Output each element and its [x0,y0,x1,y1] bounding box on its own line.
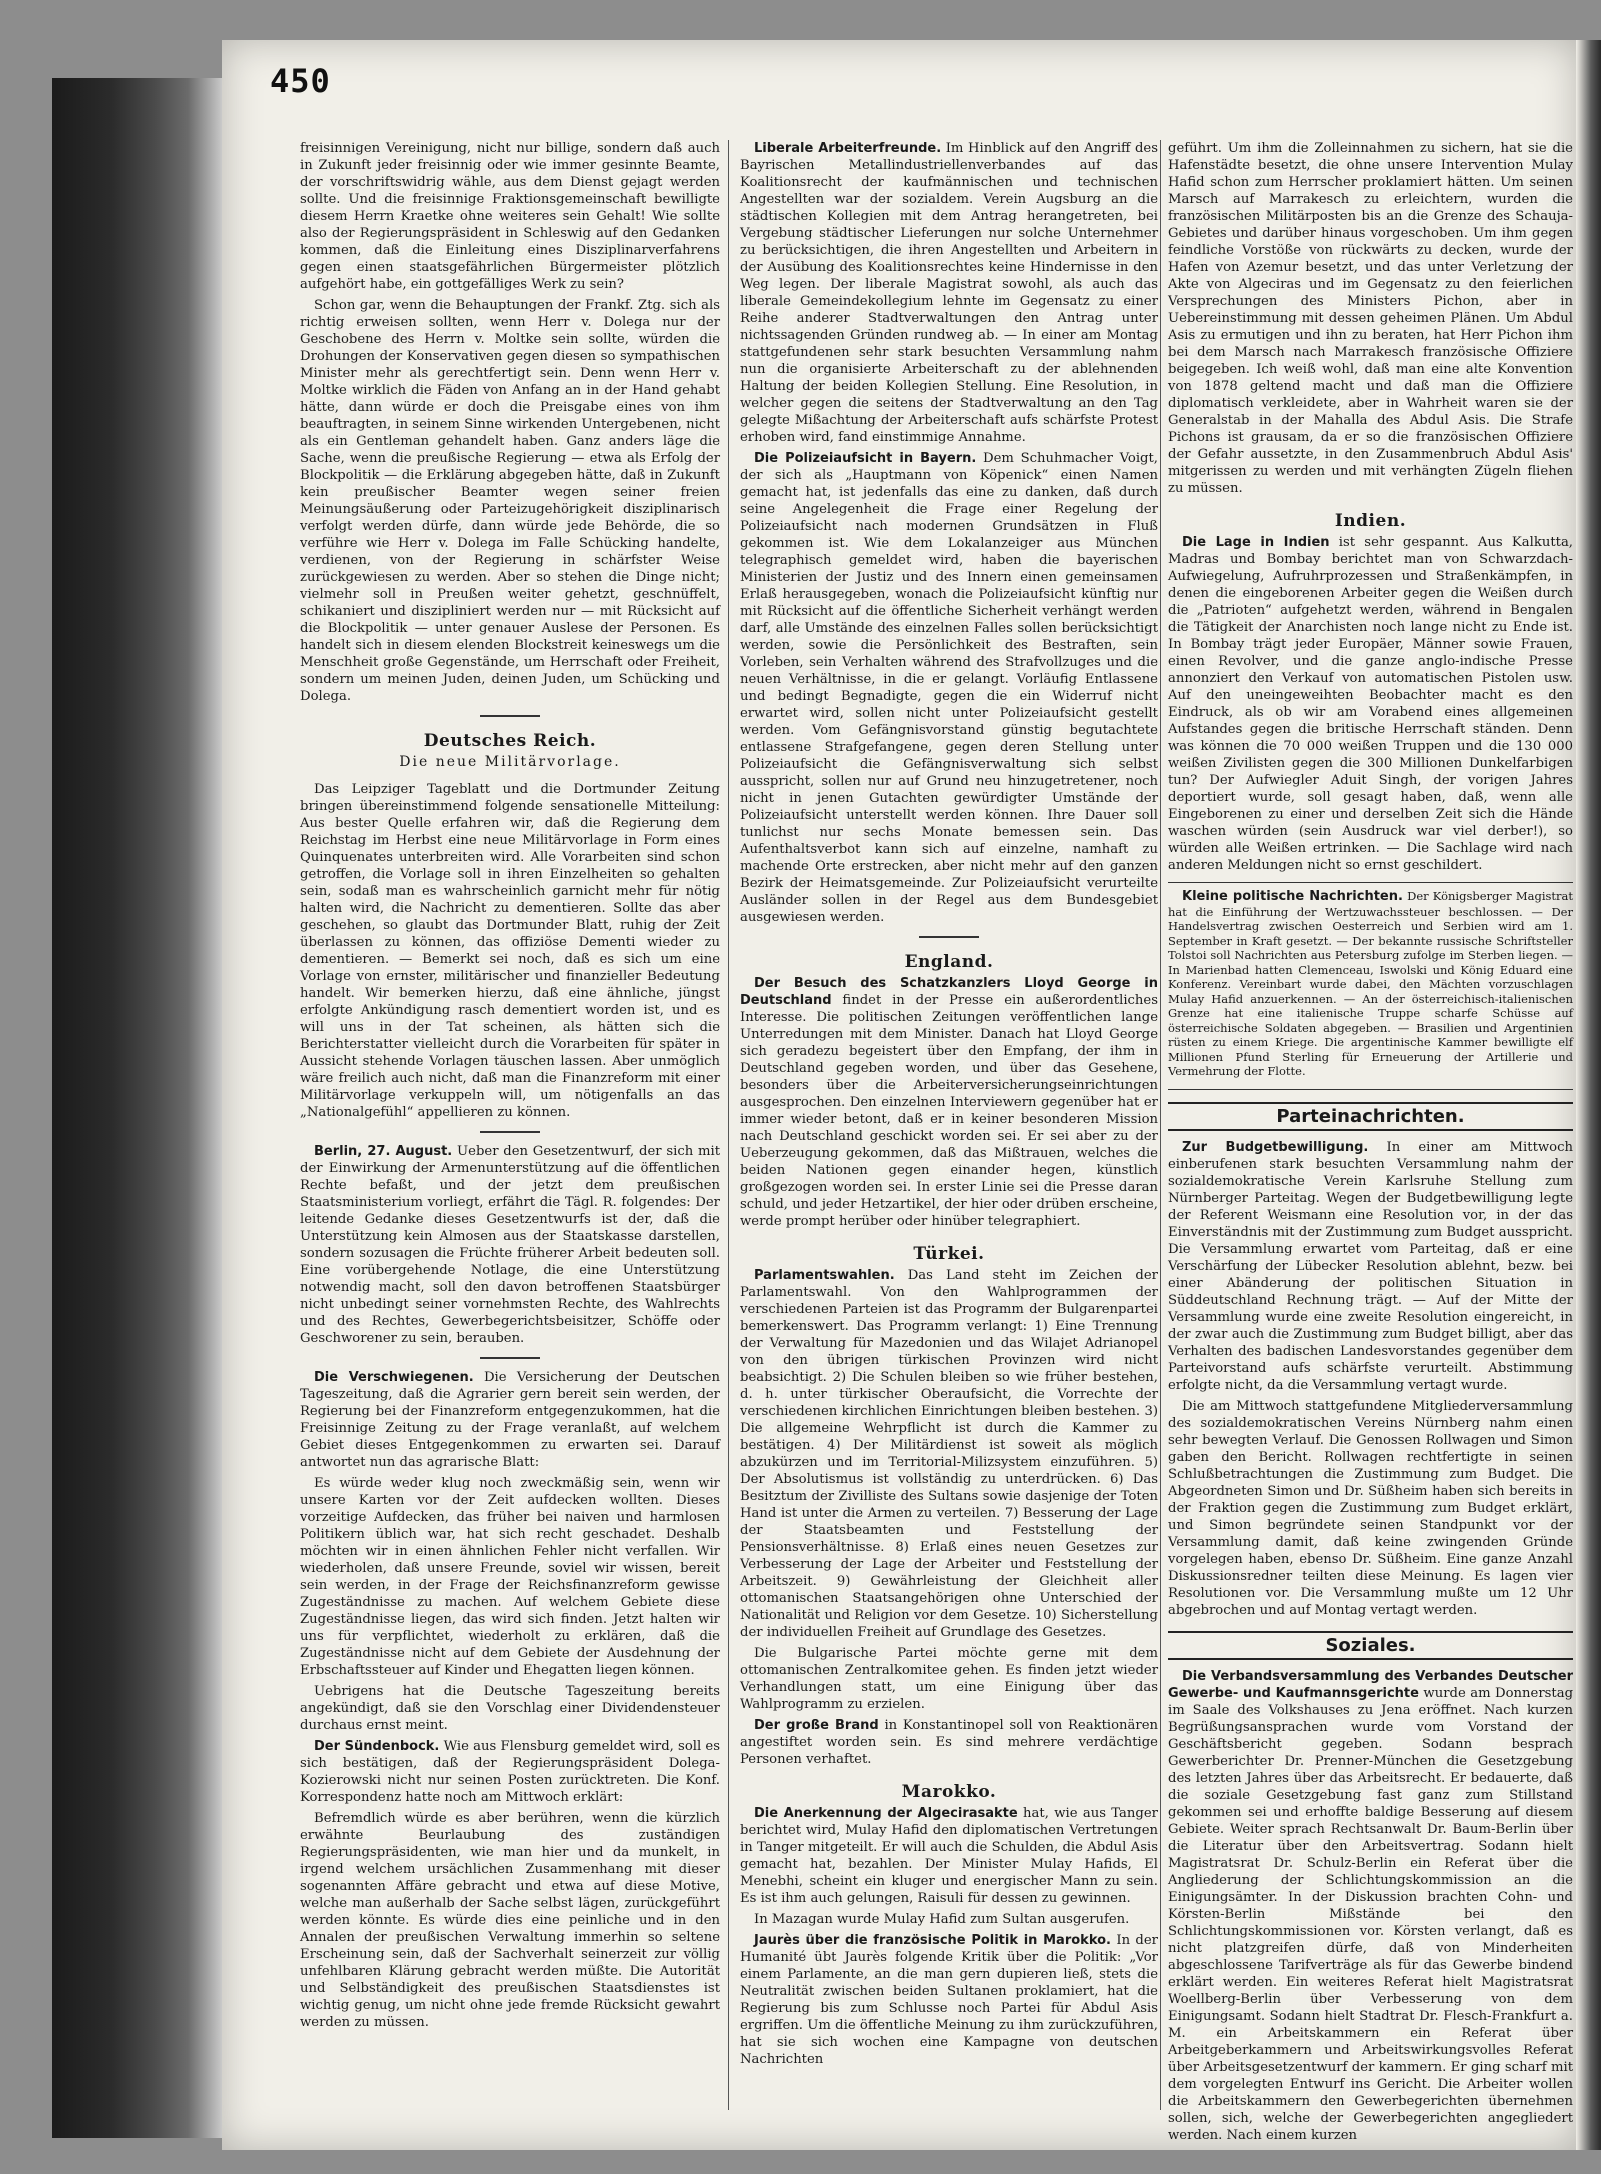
article-lead: Parlamentswahlen. [754,1268,895,1283]
separator [480,1357,540,1359]
article-lead: Kleine politische Nachrichten. [1182,889,1403,904]
article-paragraph: Uebrigens hat die Deutsche Tageszeitung bereits angekündigt, daß sie den Vorschlag einer Dividendensteuer durchaus ernst meint. [300,1684,720,1733]
section-heading-marokko: Marokko. [901,1782,997,1802]
column-rule [1160,140,1161,2110]
separator [480,1131,540,1133]
article-lead: Die Verschwiegenen. [314,1370,474,1385]
article-paragraph [740,450,1158,926]
article-body: findet in der Presse ein außerordentliches Interesse. Die politischen Zeitungen veröffentlichen lange Unterredungen mit dem Minister. Danach hat Lloyd George sich geradezu begeistert über den Empfang, der ihm in Deutschland gegeben worden, und über das Gesehene, besonders über die Arbeiterversicherungseinrichtungen ausgesprochen. Den einzelnen Interviewern gegenüber hat er immer wieder betont, daß er in keiner besonderen Mission nach Deutschland geschickt worden sei. Er sei aber zu der Ueberzeugung gekommen, daß das Mißtrauen, welches die beiden Nationen gegen einander hegen, künstlich großgezogen worden sei. In erster Linie sei die Presse daran schuld, und jeder Hetzartikel, der hier oder drüben erscheine, werde prompt herüber oder hinüber telegraphiert. [740,993,1158,1229]
article-paragraph: Die Bulgarische Partei möchte gerne mit dem ottomanischen Zentralkomitee gehen. Es finden jetzt wieder Verhandlungen statt, um eine Einigung über das Wahlprogramm zu erzielen. [740,1646,1158,1712]
article-body: Das Land steht im Zeichen der Parlamentswahl. Von den Wahlprogrammen der verschiedenen Parteien ist das Programm der Bulgarenpartei bemerkenswert. Das Programm verlangt: 1) Eine Trennung der Verwaltung für Mazedonien und das Wilajet Adrianopel von den übrigen türkischen Provinzen wird nicht beabsichtigt. 2) Die Schulen bleiben so wie früher bestehen, d. h. unter türkischer Oberaufsicht, die Vorrechte der verschiedenen kirchlichen Einrichtungen bleiben bestehen. 3) Die allgemeine Wehrpflicht ist durch die Kammer zu bestätigen. 4) Der Militärdienst ist soweit als möglich abzukürzen und im Territorial-Milizsystem einzuführen. 5) Der Absolutismus ist vollständig zu unterdrücken. 6) Das Besitztum der Zivilliste des Sultans sowie dasjenige der Toten Hand ist unter die Armen zu verteilen. 7) Besserung der Lage der Staatsbeamten und Feststellung der Pensionsverhältnisse. 8) Erlaß eines neuen Gesetzes zur Verbesserung der Lage der Arbeiter und Feststellung der Arbeitszeit. 9) Gewährleistung der Gleichheit aller ottomanischen Staatsangehörigen ohne Unterschied der Nationalität und Religion vor dem Gesetze. 10) Sicherstellung der individuellen Freiheit auf Grundlage des Gesetzes. [740,1268,1158,1640]
article-paragraph [740,975,1158,1230]
article-body: Ueber den Gesetzentwurf, der sich mit der Einwirkung der Armenunterstützung auf die öffentlichen Rechte befaßt, und der jetzt dem preußischen Staatsministerium vorliegt, erfährt die Tägl. R. folgendes: Der leitende Gedanke dieses Gesetzentwurfs ist der, daß die Unterstützung kein Almosen aus der Staatskasse darstellen, sondern sozusagen die Früchte früherer Arbeit bedeuten soll. Eine vorübergehende Notlage, die eine Unterstützung notwendig macht, soll den davon betroffenen Staatsbürger nicht unbedingt seiner vornehmsten Rechte, des Wahlrechts und des Rechtes, Gewerbegerichtsbeisitzer, Schöffe oder Geschworener zu sein, berauben. [300,1144,720,1346]
article-paragraph [1168,534,1573,874]
column-2 [740,140,1158,2110]
article-body: Dem Schuhmacher Voigt, der sich als „Hauptmann von Köpenick“ einen Namen gemacht hat, ist jedenfalls das eine zu danken, daß durch seine Angelegenheit die Frage einer Regelung der Polizeiaufsicht nach modernen Grundsätzen in Fluß gekommen ist. Wie dem Lokalanzeiger aus München telegraphisch gemeldet wird, haben die bayerischen Ministerien der Justiz und des Innern einen gemeinsamen Erlaß herausgegeben, wonach die Polizeiaufsicht künftig nur mit Rücksicht auf die öffentliche Sicherheit verhängt werden darf, alle Umstände des einzelnen Falles sollen berücksichtigt werden, sowie die Persönlichkeit des Bestraften, sein Vorleben, sein Verhalten während des Strafvollzuges und die neuen Verhältnisse, in die er gelangt. Vorläufig Entlassene und bedingt Begnadigte, gegen die ein Widerruf nicht erwartet wird, sollen nicht unter Polizeiaufsicht gestellt werden. Vom Gefängnisvorstand günstig begutachtete entlassene Strafgefangene, gegen deren Stellung unter Polizeiaufsicht die Gefängnisverwaltung sich selbst ausspricht, sollen nur auf Grund neu hinzugetretener, noch nicht in jenen Gutachten gewürdigter Umstände der Polizeiaufsicht unterstellt werden können. Ihre Dauer soll tunlichst nur sechs Monate bemessen sein. Das Aufenthaltsverbot kann sich auf einzelne, namhaft zu machende Orte erstrecken, aber nicht mehr auf den ganzen Bezirk der Heimatsgemeinde. Zur Polizeiaufsicht verurteilte Ausländer sollen in der Regel aus dem Bundesgebiet ausgewiesen werden. [740,451,1158,925]
article-lead: Die Anerkennung der Algecirasakte [754,1806,1018,1821]
news-briefs-box [1168,882,1573,1090]
article-lead: Die Polizeiaufsicht in Bayern. [754,451,977,466]
article-paragraph [1168,1139,1573,1394]
article-body: Wie aus Flensburg gemeldet wird, soll es sich bestätigen, daß der Regierungspräsident Dolega-Kozierowski nicht nur seinen Posten zurücktreten. Die Konf. Korrespondenz hatte noch am Mittwoch erklärt: [300,1739,720,1805]
article-title-militaervorlage: Die neue Militärvorlage. [399,754,621,770]
page-number: 450 [270,62,331,100]
article-paragraph: In Mazagan wurde Mulay Hafid zum Sultan ausgerufen. [754,1912,1130,1927]
section-heading-indien: Indien. [1334,511,1407,531]
section-heading-england: England. [904,952,994,972]
article-paragraph: Das Leipziger Tageblatt und die Dortmunder Zeitung bringen übereinstimmend folgende sensationelle Mitteilung: Aus bester Quelle erfahren wir, daß die Regierung dem Reichstag im Herbst eine neue Militärvorlage in Form eines Quinquenates unterbreiten wird. Alle Vorarbeiten sind schon getroffen, die Vorlage soll in ihren Einzelheiten so gehalten sein, sodaß man es wahrscheinlich garnicht mehr für nötig halten wird, die Nachricht zu dementieren. Sollte das aber geschehen, so glaubt das Dortmunder Blatt, ruhig der Zeit überlassen zu können, das offiziöse Dementi wieder zu dementieren. — Bemerkt sei noch, daß es sich um eine Vorlage von ernster, militärischer und finanzieller Bedeutung handelt. Wir bemerken hierzu, daß eine ähnliche, jüngst erfolgte Ankündigung rasch dementiert worden ist, und es will uns in der Tat scheinen, als hätten sich die Berichterstatter vielleicht durch die Vorarbeiten für später in Aussicht stehende Vorlagen täuschen lassen. Aber unmöglich wäre freilich auch nicht, daß man die Finanzreform mit einer Militärvorlage verkuppeln will, um nötigenfalls an das „Nationalgefühl“ appellieren zu können. [300,782,720,1120]
article-lead: Der Besuch des Schatzkanzlers Lloyd George in Deutschland [740,976,1158,1008]
article-paragraph [740,1932,1158,2068]
article-paragraph [300,1143,720,1347]
article-body: Die Versicherung der Deutschen Tageszeitung, daß die Agrarier gern bereit sein werden, der Regierung bei der Finanzreform entgegenzukommen, hat die Freisinnige Zeitung zu der Frage veranlaßt, auf welchem Gebiet dieses Entgegenkommen zu erwarten sei. Darauf antwortet nun das agrarische Blatt: [300,1370,720,1470]
article-body: In der Humanité übt Jaurès folgende Kritik über die Politik: „Vor einem Parlamente, an die man gern dupieren ließ, stets die Neutralität zwischen beiden Sultanen proklamiert, hat die Regierung bis zum Schlusse noch Partei für Abdul Asis ergriffen. Um die öffentliche Meinung zu ihm zurückzuführen, hat sie sich wochen eine Kampagne von deutschen Nachrichten [740,1933,1158,2067]
article-body: wurde am Donnerstag im Saale des Volkshauses zu Jena eröffnet. Nach kurzen Begrüßungsansprachen wurde vom Vorstand der Geschäftsbericht gegeben. Sodann besprach Gewerberichter Dr. Prenner-München die Gesetzgebung des letzten Jahres über das Arbeitsrecht. Er bedauerte, daß die soziale Gesetzgebung fast ganz zum Stillstand gekommen sei und erhoffte baldige Besserung auf diesem Gebiete. Weiter sprach Rechtsanwalt Dr. Baum-Berlin über die Literatur über den Arbeitsvertrag. Sodann hielt Magistratsrat Dr. Schulz-Berlin ein Referat über die Angliederung der Schlichtungskommission an die Einigungsämter. In der Diskussion brachten Cohn- und Körsten-Berlin Mißstände bei den Schlichtungskommissionen vor. Körsten verlangt, daß es nicht platzgreifen dürfe, daß von Minderheiten abgeschlossene Tarifverträge als für das Gewerbe bindend erklärt werden. Ein weiteres Referat hielt Magistratsrat Woellberg-Berlin über Verbesserung von dem Einigungsamt. Sodann hielt Stadtrat Dr. Flesch-Frankfurt a. M. ein Arbeitskammern ein Referat über Arbeitgeberkammern und Arbeitswirkungsvolles Referat über Arbeitsgesetzentwurf der kammern. Er ging scharf mit dem vorgelegten Entwurf ins Gericht. Die Arbeiter wollen die Arbeitskammern den Gewerbegerichten übernehmen sollen, sich, welche der Gewerbegerichten angegliedert werden. Nach einem kurzen [1168,1685,1574,2143]
article-lead: Jaurès über die französische Politik in Marokko. [754,1933,1111,1948]
article-paragraph [740,1717,1158,1768]
article-lead: Der große Brand [754,1718,879,1733]
article-paragraph: Schon gar, wenn die Behauptungen der Frankf. Ztg. sich als richtig erweisen sollten, wenn Herr v. Dolega nur der Geschobene des Herrn v. Moltke sein sollte, würden die Drohungen der Konservativen gegen diesen so sympathischen Minister mehr als gerechtfertigt sein. Denn wenn Herr v. Moltke wirklich die Fäden von Anfang an in der Hand gehabt hätte, dann würde er doch die Preisgabe eines von ihm beauftragten, in seinem Sinne wirkenden Untergebenen, nicht als ein Gentleman gehandelt haben. Ganz anders läge die Sache, wenn die preußische Regierung — etwa als Erfolg der Blockpolitik — die Erklärung abgegeben hätte, daß in Zukunft kein preußischer Beamter wegen seiner freien Meinungsäußerung oder Parteizugehörigkeit disziplinarisch verfolgt werden dürfe, dann würde jede Behörde, die so verführe wie Herr v. Dolega im Falle Schücking handelte, verdienen, von der Regierung in schärfster Weise zurückgewiesen zu werden. Aber so stehen die Dinge nicht; vielmehr soll in Preußen weiter gehetzt, geschnüffelt, schikaniert und diszipliniert werden nur — mit Rücksicht auf die Blockpolitik — unter genauer Auslese der Personen. Es handelt sich in diesem elenden Blockstreit keineswegs um die Menschheit große Gegenstände, um Herrschaft oder Freiheit, sondern um meinen Juden, deinen Juden, um Schücking und Dolega. [300,298,720,704]
article-body: in Konstantinopel soll von Reaktionären angestiftet worden sein. Es sind mehrere verdächtige Personen verhaftet. [740,1718,1158,1767]
section-heading-parteinachrichten: Parteinachrichten. [1168,1102,1573,1131]
article-lead: Der Sündenbock. [314,1739,440,1754]
article-lead: Die Lage in Indien [1182,535,1330,550]
article-lead: Zur Budgetbewilligung. [1182,1139,1369,1155]
article-lead: Berlin, 27. August. [314,1144,453,1159]
page-edge-shadow [1576,40,1601,2150]
article-body: In einer am Mittwoch einberufenen stark besuchten Versammlung nahm der sozialdemokratische Verein Karlsruhe Stellung zum Nürnberger Parteitag. Wegen der Budgetbewilligung legte der Referent Weismann eine Resolution vor, in der das Einverständnis mit der Zustimmung zum Budget ausspricht. Die Versammlung erwartet vom Parteitag, daß er eine Verschärfung der Lübecker Resolution ablehnt, bezw. bei einer Abänderung der politischen Situation in Süddeutschland Rechnung trägt. — Auf der Mitte der Versammlung wurde eine zweite Resolution eingereicht, in der zwar auch die Zustimmung zum Budget billigt, aber das Verhalten des badischen Landesvorstandes gegenüber dem Parteivorstand aufs schärfste verurteilt. Abstimmung erfolgte nicht, da die Versammlung vertagt wurde. [1168,1139,1573,1393]
article-lead: Liberale Arbeiterfreunde. [754,141,942,156]
article-paragraph [740,140,1158,446]
article-paragraph [1168,1668,1573,2144]
article-paragraph [1168,889,1573,1079]
article-paragraph [740,1805,1158,1907]
section-heading-deutsches-reich: Deutsches Reich. [423,731,597,751]
article-paragraph: geführt. Um ihm die Zolleinnahmen zu sichern, hat sie die Hafenstädte besetzt, die ohne unsere Intervention Mulay Hafid schon zum Herrscher proklamiert hätten. Um seinen Marsch auf Marrakesch zu erleichtern, wurden die französischen Militärposten bis an die Grenze des Schauja-Gebietes und darüber hinaus vorgeschoben. Um ihm gegen feindliche Vorstöße von rückwärts zu decken, wurde der Hafen von Azemur besetzt, und das unter Verletzung der Akte von Algeciras und im Gegensatz zu den feierlichen Versprechungen des Ministers Pichon, aber in Uebereinstimmung mit dessen geheimen Plänen. Um Abdul Asis zu ermutigen und ihn zu beraten, hat Herr Pichon ihm bei dem Marsch nach Marrakesch französische Offiziere beigegeben. Ich weiß wohl, daß man eine alte Konvention von 1878 geltend macht und daß man die Offiziere diplomatisch verkleidete, aber in Wahrheit waren sie der Generalstab in der Mahalla des Abdul Asis. Die Strafe Pichons ist grausam, da er so die französischen Offiziere der Gefahr aussetzte, in den Zusammenbruch Abdul Asis' mitgerissen zu werden und mit verhängten Zügeln fliehen zu müssen. [1168,141,1573,496]
article-paragraph [740,1267,1158,1641]
book-binding [52,78,222,2138]
article-body: ist sehr gespannt. Aus Kalkutta, Madras und Bombay berichtet man von Schwarzdach-Aufwiegelung, Aufruhrprozessen und Straßenkämpfen, in denen die eingeborenen Arbeiter gegen die Weißen durch die „Patrioten“ aufgehetzt werden, während in Bengalen die Tätigkeit der Anarchisten noch lange nicht zu Ende ist. In Bombay trägt jeder Europäer, Männer sowie Frauen, einen Revolver, und die ganze anglo-indische Presse annonziert den Verkauf von automatischen Pistolen usw. Auf den uneingeweihten Beobachter macht es den Eindruck, als ob wir am Vorabend eines allgemeinen Aufstandes gegen die britische Herrschaft ständen. Denn was können die 70 000 weißen Truppen und die 130 000 weißen Zivilisten gegen die 300 Millionen Dunkelfarbigen tun? Der Aufwiegler Aduit Singh, der vorigen Jahres deportiert wurde, soll gesagt haben, daß, wenn alle Eingeborenen zu einer und derselben Zeit sich die Hände waschen würden (sein Ausdruck war viel derber!), so würden alle Weißen ertrinken. — Die Sachlage wird nach anderen Meldungen nicht so ernst geschildert. [1168,535,1573,873]
article-body: Der Königsberger Magistrat hat die Einführung der Wertzuwachssteuer beschlossen. — Der Handelsvertrag zwischen Oesterreich und Serbien wird am 1. September in Kraft gesetzt. — Der bekannte russische Schriftsteller Tolstoi soll Nachrichten aus Petersburg zufolge im Sterben liegen. — In Marienbad hatten Clemenceau, Iswolski und König Eduard eine Konferenz. Vereinbart wurde dabei, den Mächten vorzuschlagen Mulay Hafid anzuerkennen. — An der österreichisch-italienischen Grenze hat eine italienische Truppe scharfe Schüsse auf österreichische Soldaten abgegeben. — Brasilien und Argentinien rüsten zu einem Kriege. Die argentinische Kammer bewilligte elf Millionen Pfund Sterling für Erneuerung der Artillerie und Vermehrung der Flotte. [1168,889,1574,1078]
article-lead: Die Verbandsversammlung des Verbandes Deutscher Gewerbe- und Kaufmannsgerichte [1168,1668,1573,1701]
separator [480,715,540,717]
section-heading-tuerkei: Türkei. [913,1244,985,1264]
article-paragraph: freisinnigen Vereinigung, nicht nur billige, sondern daß auch in Zukunft jeder freisinnig oder wie immer gesinnte Beamte, der vorschriftswidrig wähle, aus dem Dienst gejagt werden sollte. Und die freisinnige Fraktionsgemeinschaft bewilligte diesem Herrn Kraetke ohne weiteres sein Gehalt! Wie sollte also der Regierungspräsident in Schleswig auf den Gedanken kommen, daß die Einleitung eines Disziplinarverfahrens gegen einen staatsgefährlichen Bürgermeister plötzlich aufgehört habe, ein gottgefälliges Werk zu sein? [300,141,720,292]
article-body: Im Hinblick auf den Angriff des Bayrischen Metallindustriellenverbandes auf das Koalitionsrecht der kaufmännischen und technischen Angestellten war der sozialdem. Verein Augsburg an die städtischen Kollegien mit dem Antrag herangetreten, bei Vergebung städtischer Lieferungen nur solche Unternehmer zu berücksichtigen, die ihren Angestellten und Arbeitern in der Ausübung des Koalitionsrechtes keine Hindernisse in den Weg legen. Der liberale Magistrat sowohl, als auch das liberale Gemeindekollegium lehnte im Gegensatz zu einer Reihe anderer Stadtverwaltungen den Antrag unter nichtssagenden Gründen rundweg ab. — In einer am Montag stattgefundenen sehr stark besuchten Versammlung nahm nun die organisierte Arbeiterschaft zu der ablehnenden Haltung der beiden Kollegien Stellung. Eine Resolution, in welcher gegen die seitens der Stadtverwaltung an den Tag gelegte Mißachtung der Arbeiterschaft aufs schärfste Protest erhoben wird, fand einstimmige Annahme. [740,141,1158,445]
separator [919,936,979,938]
article-paragraph [300,1369,720,1471]
section-heading-soziales: Soziales. [1168,1631,1573,1660]
column-rule [728,140,729,2110]
article-body: hat, wie aus Tanger berichtet wird, Mulay Hafid den diplomatischen Vertretungen in Tanger mitgeteilt. Er will auch die Schulden, die Abdul Asis gemacht hat, bezahlen. Der Minister Mulay Hafids, El Menebhi, scheint ein kluger und energischer Mann zu sein. Es ist ihm auch gelungen, Raisuli für dessen zu gewinnen. [740,1806,1158,1906]
article-paragraph [300,1738,720,1806]
column-3 [1168,140,1574,2143]
article-paragraph: Die am Mittwoch stattgefundene Mitgliederversammlung des sozialdemokratischen Vereins Nürnberg nahm einen sehr bewegten Verlauf. Die Genossen Rollwagen und Simon gaben den Bericht. Rollwagen rechtfertigte in seinen Schlußbetrachtungen die Zustimmung zum Budget. Die Abgeordneten Simon und Dr. Süßheim haben sich bereits in der Fraktion gegen die Zustimmung zum Budget erklärt, und Simon begründete seinen Standpunkt vor der Versammlung damit, daß keine zwingenden Gründe vorgelegen haben, ebenso Dr. Süßheim. Eine ganze Anzahl Diskussionsredner teilten diese Meinung. Es lagen vier Resolutionen vor. Die Versammlung mußte um 12 Uhr abgebrochen und auf Montag vertagt werden. [1168,1398,1573,1618]
article-quote: Es würde weder klug noch zweckmäßig sein, wenn wir unsere Karten vor der Zeit aufdecken wollten. Dieses vorzeitige Aufdecken, das früher bei naiven und harmlosen Politikern üblich war, hat sich recht geschadet. Deshalb möchten wir in einen ähnlichen Fehler nicht verfallen. Wir wiederholen, daß unsere Freunde, soviel wir wissen, bereit sein werden, in der Frage der Reichsfinanzreform gewisse Zugeständnisse zu machen. Auf welchem Gebiete diese Zugeständnisse liegen, das wird sich finden. Jetzt halten wir uns für verpflichtet, wiederholt zu erklären, daß die Zugeständnisse nicht auf dem Gebiete der Ausdehnung der Erbschaftssteuer auf Kinder und Ehegatten liegen können. [300,1476,720,1678]
article-quote: Befremdlich würde es aber berühren, wenn die kürzlich erwähnte Beurlaubung des zuständigen Regierungspräsidenten, wie man hier und da munkelt, in irgend welchem ursächlichen Zusammenhang mit dieser sogenannten Affäre gebracht und etwa auf diese Motive, welche man außerhalb der Sache selbst lägen, zurückgeführt werden könnte. Es würde dies eine peinliche und in den Annalen der preußischen Verwaltung immerhin so seltene Erscheinung sein, daß der Sachverhalt seinerzeit zur völlig unfehlbaren Klärung gebracht werden müßte. Die Autorität und Selbständigkeit des preußischen Staatsdienstes ist wichtig genug, um nicht ohne jede fremde Rücksicht gewahrt werden zu müssen. [300,1811,720,2030]
column-1 [300,140,720,2110]
